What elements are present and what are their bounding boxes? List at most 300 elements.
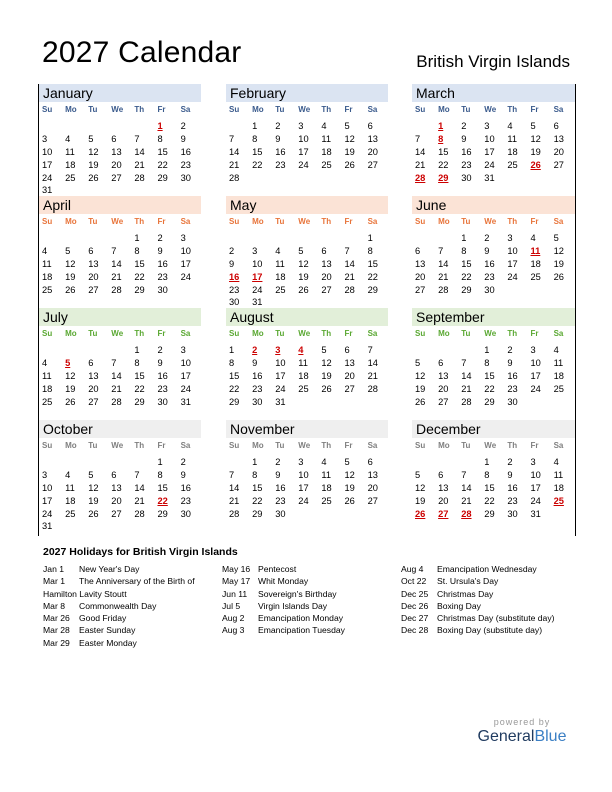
day: 10	[530, 469, 541, 480]
day-grid	[226, 344, 388, 408]
empty-cell	[249, 232, 272, 245]
day: 5	[321, 345, 327, 355]
day: 30	[229, 297, 240, 308]
weekday-label: Sa	[553, 441, 564, 450]
day: 6	[438, 357, 444, 368]
day: 24	[298, 495, 309, 506]
day: 10	[275, 357, 286, 368]
day: 23	[507, 495, 518, 506]
month-august	[226, 308, 388, 408]
holiday-day: 8	[438, 133, 444, 144]
day: 31	[252, 297, 263, 308]
holiday-name: Commonwealth Day	[79, 600, 157, 611]
day: 16	[157, 258, 168, 269]
day: 1	[252, 121, 258, 131]
day: 3	[298, 457, 304, 467]
weekday-label: Sa	[367, 329, 378, 338]
holiday-name: Emancipation Wednesday	[437, 564, 537, 574]
day: 16	[180, 482, 191, 493]
empty-cell	[62, 456, 85, 469]
weekday-label: Su	[42, 217, 53, 226]
day: 7	[229, 469, 235, 480]
day: 9	[275, 469, 281, 480]
day: 10	[484, 133, 495, 144]
day: 11	[321, 469, 332, 480]
day: 9	[461, 133, 467, 144]
day: 17	[275, 370, 286, 381]
day: 24	[180, 271, 191, 282]
day: 15	[134, 370, 145, 381]
day: 28	[111, 396, 122, 407]
day: 7	[229, 133, 235, 144]
day: 20	[321, 271, 332, 282]
weekday-label: Tu	[88, 217, 98, 226]
weekday-label: Sa	[180, 217, 191, 226]
weekday-label: Su	[415, 105, 426, 114]
day: 27	[438, 396, 449, 407]
weekday-header	[412, 214, 575, 229]
day: 18	[65, 159, 76, 170]
day: 15	[484, 370, 495, 381]
empty-cell	[39, 456, 62, 469]
holiday-entry	[222, 563, 345, 575]
holiday-date: Mar 29	[43, 637, 70, 648]
month-february	[226, 84, 388, 184]
weekday-label: Fr	[344, 105, 353, 114]
day: 11	[507, 133, 518, 144]
day: 29	[229, 396, 240, 407]
holiday-list-column-2	[222, 563, 345, 637]
weekday-label: Sa	[553, 329, 564, 338]
day-grid	[39, 232, 201, 296]
weekday-label: Tu	[461, 441, 471, 450]
day: 4	[321, 121, 327, 131]
day: 13	[321, 258, 332, 269]
day: 5	[530, 121, 536, 131]
weekday-label: Mo	[65, 105, 77, 114]
empty-cell	[85, 456, 108, 469]
empty-cell	[341, 232, 364, 245]
weekday-label: Th	[134, 441, 145, 450]
day: 14	[134, 482, 145, 493]
brand-name-blue: Blue	[534, 728, 567, 745]
weekday-label: Mo	[252, 217, 264, 226]
weekday-label: Th	[321, 105, 332, 114]
day: 5	[65, 245, 71, 256]
day: 2	[484, 233, 490, 243]
day: 25	[507, 159, 518, 170]
day: 21	[229, 495, 240, 506]
day: 6	[415, 245, 421, 256]
day: 9	[252, 357, 258, 368]
day: 12	[415, 370, 426, 381]
day: 6	[321, 245, 327, 256]
holidays-title: 2027 Holidays for British Virgin Islands	[43, 546, 238, 558]
day: 28	[438, 284, 449, 295]
month-title: February	[226, 84, 388, 102]
weekday-label: Fr	[344, 329, 353, 338]
day: 13	[367, 469, 378, 480]
day: 7	[111, 357, 117, 368]
day: 14	[461, 482, 472, 493]
day: 25	[298, 383, 309, 394]
day: 15	[157, 146, 168, 157]
weekday-header	[39, 438, 201, 453]
day: 29	[252, 508, 263, 519]
weekday-header	[226, 438, 388, 453]
day: 11	[553, 469, 564, 480]
day: 15	[252, 482, 263, 493]
weekday-label: Th	[321, 329, 332, 338]
day: 29	[367, 284, 378, 295]
day: 17	[42, 159, 53, 170]
day: 8	[461, 245, 467, 256]
day: 28	[229, 508, 240, 519]
empty-cell	[412, 344, 435, 357]
weekday-label: Fr	[344, 441, 353, 450]
weekday-label: We	[484, 441, 497, 450]
day: 6	[111, 469, 117, 480]
day: 22	[484, 383, 495, 394]
weekday-label: Mo	[438, 441, 450, 450]
day: 3	[298, 121, 304, 131]
day: 2	[275, 457, 281, 467]
day: 29	[157, 508, 168, 519]
weekday-label: Th	[134, 329, 145, 338]
empty-cell	[435, 232, 458, 245]
weekday-label: Sa	[180, 329, 191, 338]
day: 19	[344, 482, 355, 493]
day: 27	[344, 383, 355, 394]
day: 25	[65, 172, 76, 183]
holiday-entry	[401, 588, 554, 600]
day: 18	[42, 271, 53, 282]
day: 23	[275, 159, 286, 170]
day: 2	[461, 121, 467, 131]
day: 13	[415, 258, 426, 269]
day-grid	[39, 456, 201, 533]
day: 9	[507, 357, 513, 368]
day: 11	[42, 258, 52, 269]
day: 20	[88, 271, 99, 282]
day: 29	[134, 284, 145, 295]
holiday-date: May 16	[222, 564, 251, 574]
weekday-label: Mo	[252, 441, 264, 450]
holiday-name: Whit Monday	[258, 576, 309, 587]
month-title: April	[39, 196, 201, 214]
day: 14	[134, 146, 145, 157]
day: 3	[484, 121, 490, 131]
day: 16	[180, 146, 191, 157]
day: 17	[530, 370, 541, 381]
day: 21	[438, 271, 449, 282]
day: 8	[229, 357, 235, 368]
holiday-date: May 17	[222, 576, 251, 587]
holiday-day: 28	[461, 508, 472, 519]
day: 16	[507, 482, 518, 493]
holiday-day: 11	[530, 245, 541, 256]
day: 11	[65, 482, 75, 493]
day: 14	[438, 258, 449, 269]
day: 21	[134, 495, 145, 506]
month-september	[412, 308, 575, 408]
day: 9	[507, 469, 513, 480]
day-grid	[412, 120, 575, 184]
month-july	[39, 308, 201, 408]
day: 19	[415, 495, 426, 506]
day: 7	[344, 245, 350, 256]
weekday-label: Tu	[461, 329, 471, 338]
day: 24	[42, 508, 53, 519]
weekday-header	[39, 326, 201, 341]
empty-cell	[412, 456, 435, 469]
holiday-day: 1	[438, 121, 444, 131]
empty-cell	[412, 232, 435, 245]
day: 22	[484, 495, 495, 506]
day: 3	[530, 345, 536, 355]
weekday-label: Mo	[65, 329, 77, 338]
month-title: August	[226, 308, 388, 326]
brand-logo[interactable]	[474, 717, 570, 746]
empty-cell	[85, 232, 108, 245]
day: 16	[157, 370, 168, 381]
day: 15	[252, 146, 263, 157]
day: 4	[275, 245, 281, 256]
day: 14	[415, 146, 426, 157]
weekday-label: Mo	[438, 217, 450, 226]
day: 22	[134, 383, 145, 394]
day: 22	[134, 271, 145, 282]
day: 10	[252, 258, 263, 269]
brand-name-general: General	[477, 728, 535, 745]
weekday-label: We	[111, 217, 124, 226]
holiday-entry	[222, 588, 345, 600]
holiday-date: Dec 27	[401, 613, 429, 624]
holiday-name: Christmas Day (substitute day)	[437, 613, 555, 624]
day: 12	[65, 370, 76, 381]
day: 9	[180, 469, 186, 480]
day: 1	[134, 233, 140, 243]
holiday-day: 4	[298, 345, 304, 355]
day-grid	[226, 120, 388, 184]
day: 18	[321, 146, 332, 157]
day: 4	[321, 457, 327, 467]
day: 3	[252, 245, 258, 256]
day: 5	[298, 245, 304, 256]
day: 7	[415, 133, 421, 144]
holiday-date: Mar 26	[43, 613, 70, 624]
day: 8	[134, 245, 140, 256]
day: 20	[438, 383, 449, 394]
holiday-name: Christmas Day	[437, 588, 494, 599]
day: 31	[484, 172, 495, 183]
weekday-label: Su	[229, 217, 240, 226]
weekday-label: Su	[229, 329, 240, 338]
day: 21	[344, 271, 355, 282]
day: 8	[367, 245, 373, 256]
day: 30	[484, 284, 495, 295]
day: 16	[275, 146, 286, 157]
day: 8	[252, 469, 258, 480]
day: 1	[484, 457, 490, 467]
day: 18	[42, 383, 53, 394]
month-april	[39, 196, 201, 296]
day: 20	[438, 495, 449, 506]
weekday-label: We	[298, 441, 311, 450]
month-november	[226, 420, 388, 520]
day: 24	[180, 383, 191, 394]
day: 23	[229, 284, 240, 295]
day: 22	[229, 383, 240, 394]
empty-cell	[226, 232, 249, 245]
day: 19	[530, 146, 541, 157]
holiday-date: Jan 1	[43, 564, 65, 574]
day: 23	[180, 495, 191, 506]
weekday-label: Sa	[553, 217, 564, 226]
holiday-day: 22	[157, 495, 168, 506]
day: 7	[461, 469, 467, 480]
day: 23	[507, 383, 518, 394]
weekday-header	[226, 326, 388, 341]
day: 6	[553, 121, 559, 131]
powered-by-text: powered by	[493, 717, 551, 727]
empty-cell	[131, 120, 154, 133]
holiday-name: Good Friday	[79, 613, 127, 624]
weekday-label: Sa	[553, 105, 564, 114]
weekday-label: Tu	[88, 329, 98, 338]
weekday-label: We	[298, 217, 311, 226]
day: 14	[367, 357, 378, 368]
holiday-entry	[43, 637, 195, 649]
day: 13	[438, 370, 449, 381]
day: 24	[275, 383, 286, 394]
day: 26	[298, 284, 309, 295]
day: 31	[530, 508, 541, 519]
holiday-name: Boxing Day	[437, 600, 481, 611]
day: 15	[229, 370, 240, 381]
day: 4	[507, 121, 513, 131]
day-grid	[412, 232, 575, 296]
day: 26	[321, 383, 332, 394]
weekday-label: Fr	[530, 329, 539, 338]
generalblue-wordmark	[474, 728, 570, 746]
day: 4	[42, 245, 48, 256]
empty-cell	[62, 232, 85, 245]
holiday-name: St. Ursula's Day	[437, 576, 499, 587]
day: 27	[553, 159, 564, 170]
holiday-entry	[43, 563, 195, 575]
empty-cell	[226, 120, 249, 133]
weekday-label: Sa	[180, 105, 191, 114]
day: 14	[229, 146, 240, 157]
day: 2	[180, 457, 186, 467]
day: 14	[344, 258, 355, 269]
empty-cell	[458, 344, 481, 357]
day: 29	[134, 396, 145, 407]
day: 3	[180, 345, 186, 355]
weekday-label: Sa	[180, 441, 191, 450]
day: 7	[367, 345, 373, 355]
holiday-entry	[43, 588, 195, 600]
holiday-entry	[222, 575, 345, 587]
day: 5	[415, 357, 421, 368]
empty-cell	[226, 456, 249, 469]
day: 24	[484, 159, 495, 170]
day: 8	[252, 133, 258, 144]
holiday-date: Aug 4	[401, 564, 424, 574]
weekday-label: Tu	[275, 441, 285, 450]
holiday-day: 2	[252, 345, 258, 355]
holiday-date: Aug 2	[222, 613, 245, 624]
holiday-day: 26	[415, 508, 426, 519]
holiday-name: Easter Sunday	[79, 625, 136, 636]
month-title: November	[226, 420, 388, 438]
day: 6	[111, 133, 117, 144]
month-title: March	[412, 84, 575, 102]
day: 24	[298, 159, 309, 170]
day: 25	[321, 495, 332, 506]
day: 13	[367, 133, 378, 144]
day: 23	[157, 271, 168, 282]
day: 27	[367, 495, 378, 506]
day: 27	[111, 172, 122, 183]
day-grid	[412, 344, 575, 408]
day: 27	[88, 396, 99, 407]
day: 18	[507, 146, 518, 157]
day: 26	[344, 495, 355, 506]
weekday-label: Tu	[88, 441, 98, 450]
day: 31	[42, 521, 53, 532]
holiday-name: Sovereign's Birthday	[258, 588, 337, 599]
weekday-label: Su	[415, 217, 426, 226]
day: 24	[252, 284, 263, 295]
day: 4	[65, 133, 71, 144]
day: 10	[530, 357, 541, 368]
day: 22	[252, 495, 263, 506]
day: 20	[367, 146, 378, 157]
weekday-label: Tu	[88, 105, 98, 114]
day: 19	[88, 495, 99, 506]
empty-cell	[131, 456, 154, 469]
day: 24	[530, 383, 541, 394]
day: 13	[111, 146, 122, 157]
weekday-label: Th	[321, 441, 332, 450]
day: 19	[553, 258, 564, 269]
empty-cell	[62, 344, 85, 357]
day: 25	[553, 383, 564, 394]
empty-cell	[295, 232, 318, 245]
weekday-label: Fr	[157, 441, 166, 450]
empty-cell	[435, 456, 458, 469]
holiday-day: 26	[530, 159, 541, 170]
day-grid	[226, 232, 388, 309]
day: 18	[275, 271, 286, 282]
day: 12	[88, 146, 99, 157]
day: 20	[88, 383, 99, 394]
day: 24	[507, 271, 518, 282]
day: 9	[275, 133, 281, 144]
month-title: January	[39, 84, 201, 102]
day: 17	[180, 258, 191, 269]
weekday-label: Su	[229, 105, 240, 114]
day: 4	[530, 233, 536, 243]
day: 9	[229, 258, 235, 269]
empty-cell	[108, 120, 131, 133]
day: 1	[252, 457, 258, 467]
day: 19	[88, 159, 99, 170]
day: 6	[367, 121, 373, 131]
day: 18	[553, 370, 564, 381]
